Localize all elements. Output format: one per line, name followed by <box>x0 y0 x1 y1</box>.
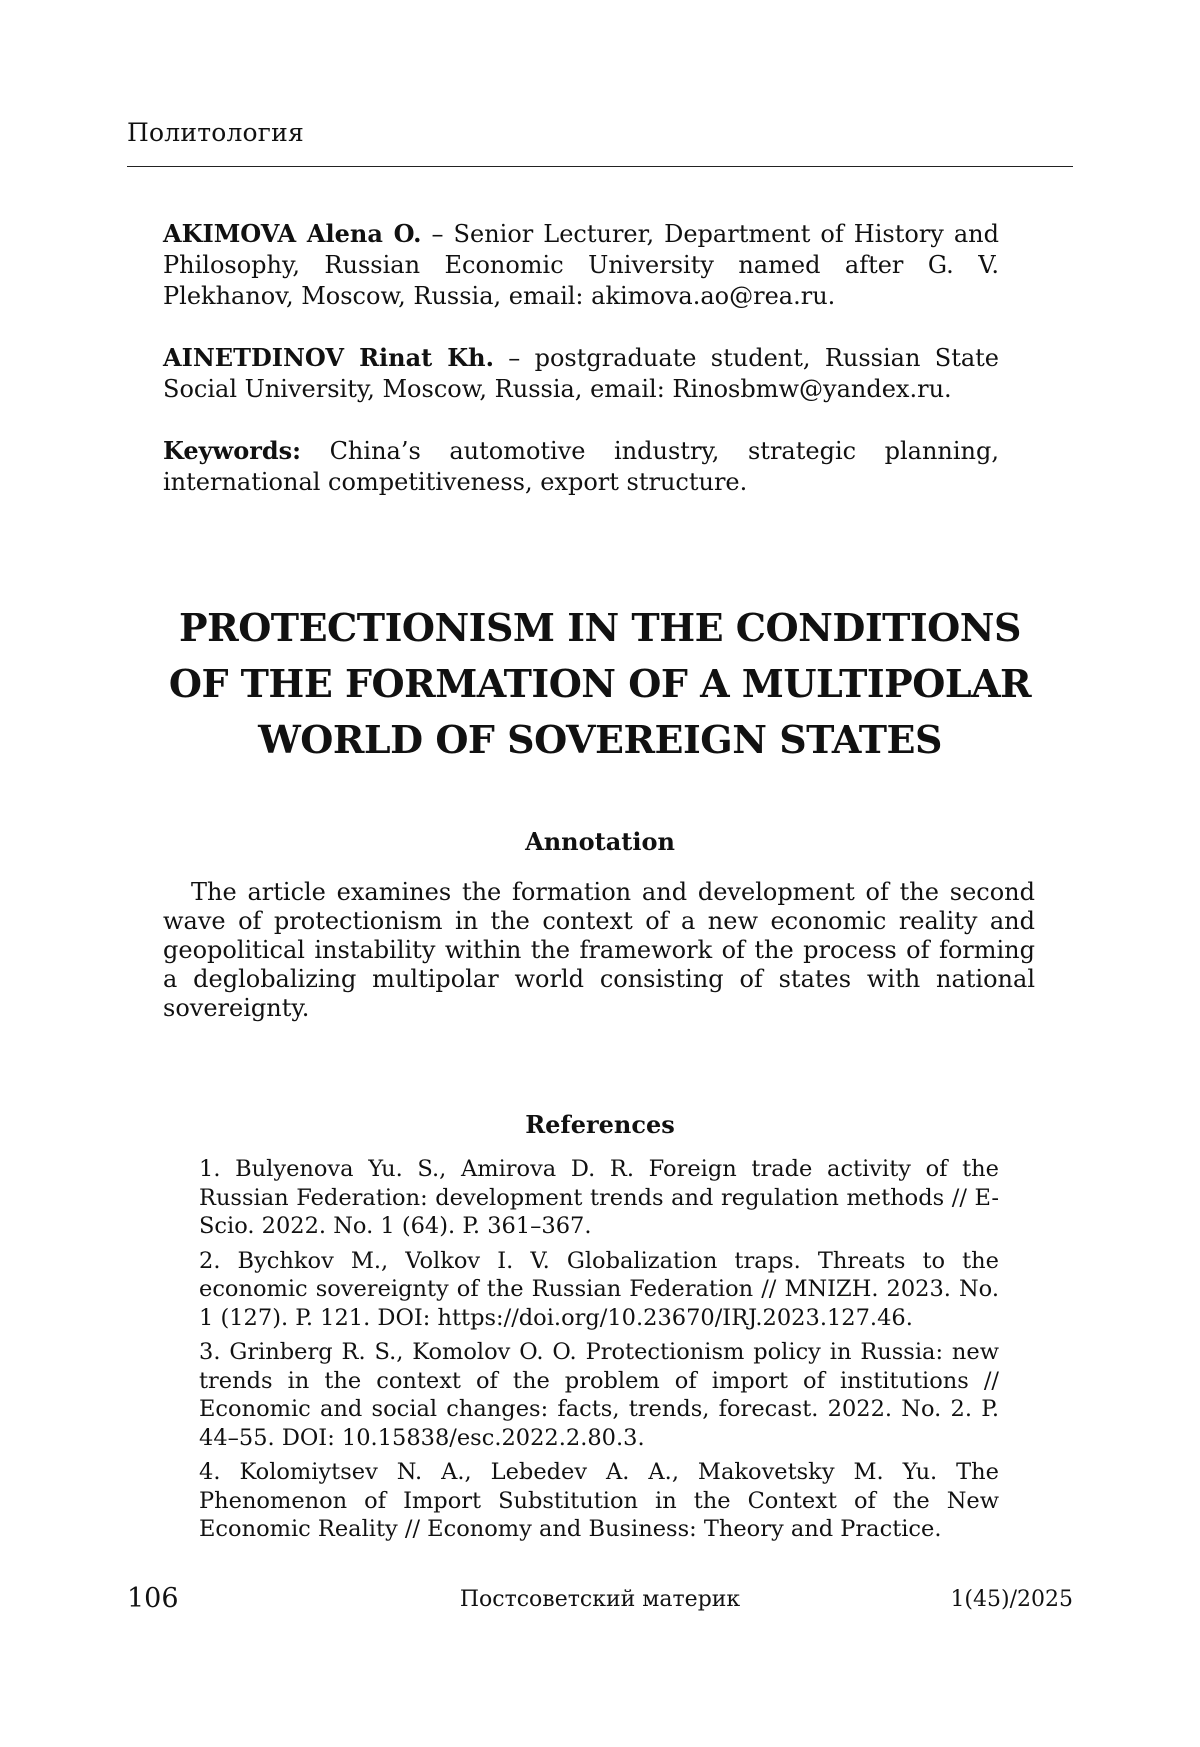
keywords-label: Keywords: <box>163 436 301 465</box>
page-number: 106 <box>127 1583 179 1614</box>
article-title <box>127 600 1073 768</box>
title-line: OF THE FORMATION OF A MULTIPOLAR <box>127 656 1073 712</box>
journal-name: Постсоветский материк <box>127 1587 1073 1612</box>
reference-item: 4. Kolomiytsev N. A., Lebedev A. A., Makovetsky M. Yu. The Phenomenon of Import Substitution in the Context of the New Economic Reality // Economy and Business: Theory and Practice. <box>199 1458 999 1544</box>
issue-number: 1(45)/2025 <box>950 1587 1073 1612</box>
keywords-text: China’s automotive industry, strategic planning, international competitiveness, export structure. <box>163 437 999 496</box>
page-footer <box>127 1583 1073 1623</box>
page <box>0 0 1200 1747</box>
title-line: WORLD OF SOVEREIGN STATES <box>127 712 1073 768</box>
references-list <box>199 1155 999 1550</box>
author-info <box>163 218 999 528</box>
header-divider <box>127 166 1073 167</box>
annotation-heading: Annotation <box>127 827 1073 856</box>
author-entry <box>163 342 999 405</box>
reference-item: 1. Bulyenova Yu. S., Amirova D. R. Foreign trade activity of the Russian Federation: development trends and regulation methods // E-Scio. 2022. No. 1 (64). P. 361–367. <box>199 1155 999 1241</box>
reference-item: 2. Bychkov M., Volkov I. V. Globalization traps. Threats to the economic sovereignty of the Russian Federation // MNIZH. 2023. No. 1 (127). P. 121. DOI: https://doi.org/10.23670/IRJ.2023.127.46. <box>199 1247 999 1333</box>
author-entry <box>163 218 999 312</box>
author-details: – postgraduate student, Russian State Social University, Moscow, Russia, email: Rinosbmw@yandex.ru. <box>163 344 999 403</box>
annotation-text: The article examines the formation and development of the second wave of protectionism in the context of a new economic reality and geopolitical instability within the framework of the process of forming a deglobalizing multipolar world consisting of states with national sovereignty. <box>163 878 1035 1023</box>
reference-item: 3. Grinberg R. S., Komolov O. O. Protectionism policy in Russia: new trends in the context of the problem of import of institutions // Economic and social changes: facts, trends, forecast. 2022. No. 2. P. 44–55. DOI: 10.15838/esc.2022.2.80.3. <box>199 1338 999 1452</box>
author-details: – Senior Lecturer, Department of History and Philosophy, Russian Economic University named after G. V. Plekhanov, Moscow, Russia, email: akimova.ao@rea.ru. <box>163 220 999 310</box>
running-head: Политология <box>127 118 304 147</box>
author-name: AINETDINOV Rinat Kh. <box>163 343 494 372</box>
keywords <box>163 435 999 498</box>
title-line: PROTECTIONISM IN THE CONDITIONS <box>127 600 1073 656</box>
references-heading: References <box>127 1110 1073 1139</box>
author-name: AKIMOVA Alena O. <box>163 219 422 248</box>
